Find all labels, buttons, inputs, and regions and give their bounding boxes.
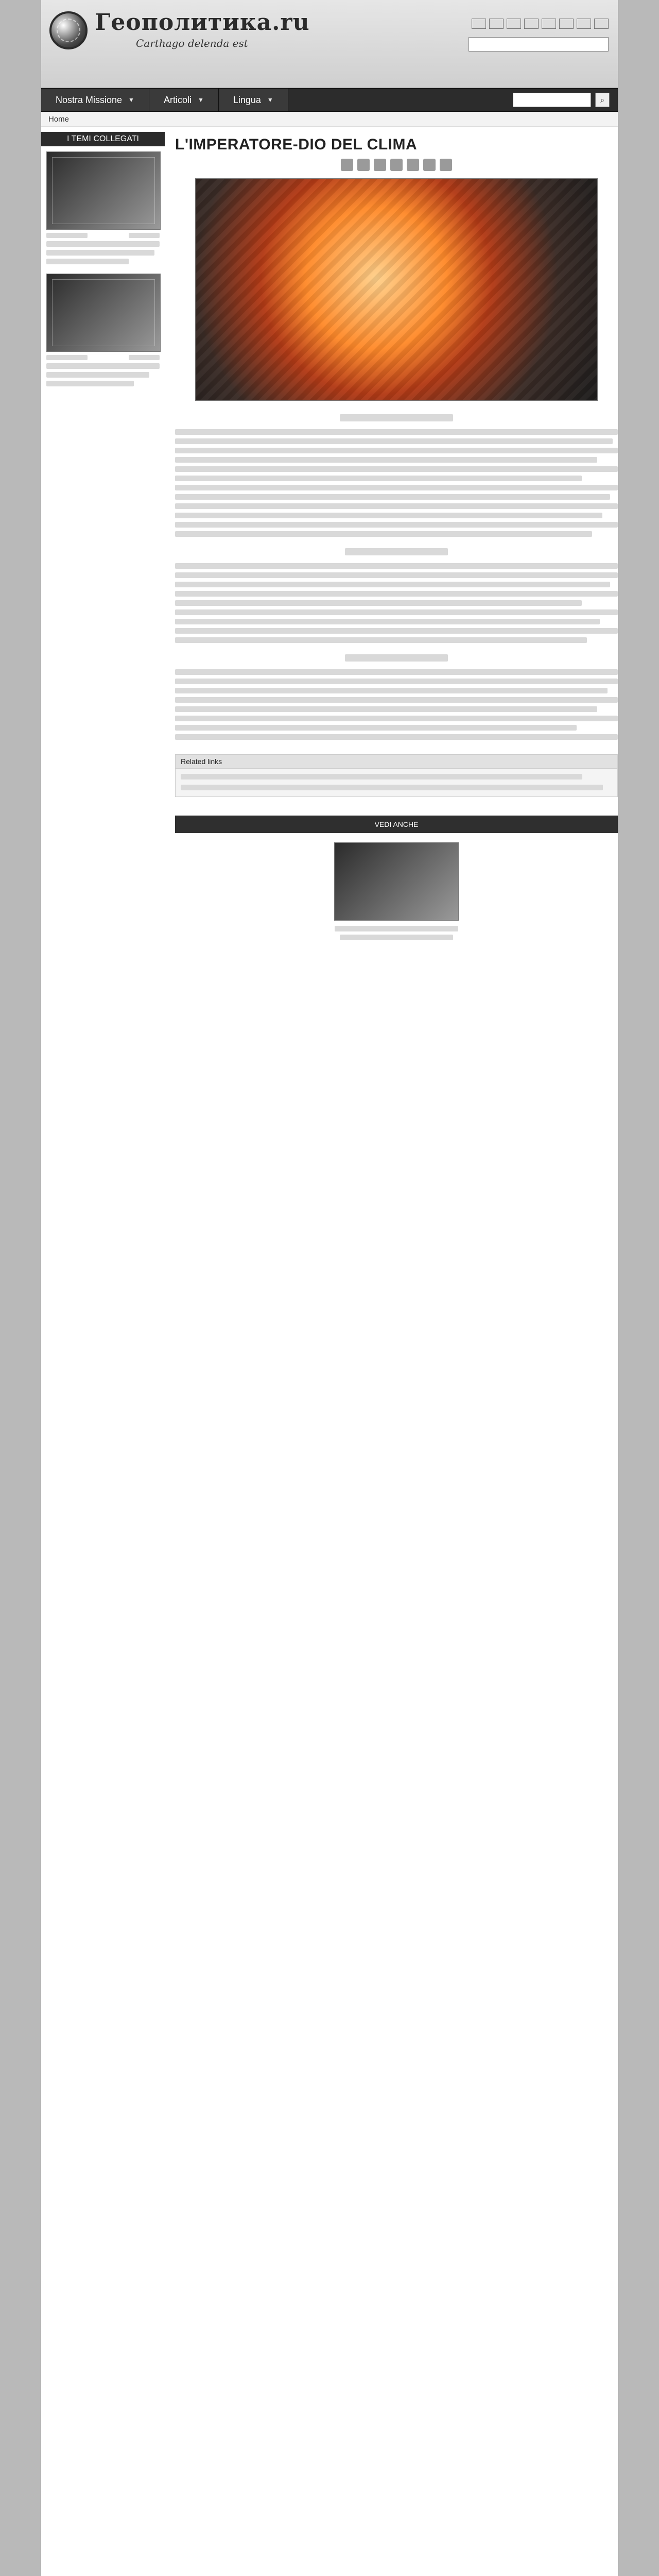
nav-item-articoli[interactable] [149, 89, 219, 111]
flag-icon[interactable] [542, 19, 556, 29]
text-placeholder [175, 669, 618, 675]
flag-icon[interactable] [559, 19, 574, 29]
text-placeholder [175, 679, 618, 684]
article-body [175, 429, 618, 537]
page [41, 0, 618, 2576]
text-placeholder [175, 697, 618, 703]
text-placeholder [46, 355, 88, 360]
text-placeholder [175, 628, 618, 634]
text-placeholder [175, 706, 597, 712]
text-placeholder [340, 935, 453, 940]
nav-item-label: Lingua [233, 94, 261, 105]
text-placeholder [175, 619, 600, 624]
text-placeholder [345, 654, 448, 662]
text-placeholder [175, 688, 608, 693]
related-links-title: Related links [176, 755, 617, 769]
text-placeholder [175, 485, 618, 490]
nav-item-label: Nostra Missione [56, 94, 123, 105]
text-placeholder [175, 572, 618, 578]
text-placeholder [175, 457, 597, 463]
author-byline [175, 414, 618, 424]
search-icon[interactable]: ⌕ [595, 93, 610, 107]
chevron-down-icon: ▼ [267, 96, 273, 104]
sidebar-thumbnail-image[interactable] [46, 151, 161, 230]
content [41, 127, 618, 940]
text-placeholder [46, 241, 160, 247]
see-also-bar [175, 816, 618, 833]
flag-icon[interactable] [577, 19, 591, 29]
text-placeholder [129, 233, 160, 238]
top-nav [41, 88, 618, 112]
share-more-icon[interactable] [407, 159, 419, 171]
header [41, 0, 618, 88]
related-links [175, 754, 618, 797]
site-tagline: Carthago delenda est [136, 37, 248, 49]
article-main [165, 127, 618, 940]
text-placeholder [175, 438, 613, 444]
sidebar-widget-title: I TEMI COLLEGATI [41, 132, 165, 146]
header-search-input[interactable] [469, 37, 609, 52]
section-heading [175, 654, 618, 664]
article-body [175, 563, 618, 643]
chevron-down-icon: ▼ [128, 96, 134, 104]
share-more-icon[interactable] [423, 159, 436, 171]
text-placeholder [175, 531, 592, 537]
text-placeholder [175, 476, 582, 481]
share-facebook-icon[interactable] [341, 159, 353, 171]
breadcrumb [41, 112, 618, 127]
share-twitter-icon[interactable] [357, 159, 370, 171]
text-placeholder [175, 513, 602, 518]
text-placeholder [335, 926, 458, 931]
nav-search-input[interactable] [513, 93, 591, 107]
article-body [175, 669, 618, 740]
language-flags[interactable] [472, 19, 609, 29]
flag-icon[interactable] [594, 19, 609, 29]
text-placeholder [46, 381, 134, 386]
text-placeholder [345, 548, 448, 555]
share-email-icon[interactable] [374, 159, 386, 171]
breadcrumb-home[interactable]: Home [48, 114, 70, 124]
text-placeholder [46, 363, 160, 369]
nav-item-nostra-missione[interactable] [41, 89, 149, 111]
flag-icon[interactable] [489, 19, 504, 29]
text-placeholder [175, 582, 610, 587]
article-hero-image [195, 178, 598, 401]
share-bar [175, 159, 618, 171]
flag-icon[interactable] [472, 19, 486, 29]
text-placeholder [181, 785, 603, 790]
left-sidebar [41, 127, 165, 940]
site-brand: Геополитика.ru [95, 9, 310, 36]
sidebar-item-meta [46, 233, 160, 238]
text-placeholder [175, 466, 618, 472]
text-placeholder [175, 725, 577, 731]
sidebar-item-meta [46, 355, 160, 360]
article-title: L'IMPERATORE-DIO DEL CLIMA [175, 136, 418, 153]
share-more-icon[interactable] [440, 159, 452, 171]
section-heading [175, 548, 618, 558]
text-placeholder [46, 250, 154, 256]
text-placeholder [175, 429, 618, 435]
text-placeholder [175, 494, 610, 500]
text-placeholder [175, 637, 587, 643]
globe-logo-icon [49, 11, 88, 49]
flag-icon[interactable] [524, 19, 539, 29]
nav-item-label: Articoli [163, 94, 192, 105]
text-placeholder [175, 734, 618, 740]
see-also-thumbnail-image[interactable] [334, 842, 459, 921]
sidebar-thumbnail-image[interactable] [46, 274, 161, 352]
nav-item-lingua[interactable] [219, 89, 288, 111]
text-placeholder [175, 522, 618, 528]
share-print-icon[interactable] [390, 159, 403, 171]
chevron-down-icon: ▼ [197, 96, 204, 104]
site-logo[interactable] [49, 11, 310, 49]
text-placeholder [175, 503, 618, 509]
text-placeholder [175, 609, 618, 615]
text-placeholder [175, 563, 618, 569]
text-placeholder [46, 233, 88, 238]
text-placeholder [181, 774, 582, 779]
text-placeholder [175, 591, 618, 597]
flag-icon[interactable] [507, 19, 521, 29]
text-placeholder [175, 448, 618, 453]
see-also-title: VEDI ANCHE [374, 820, 419, 828]
text-placeholder [129, 355, 160, 360]
nav-search [513, 93, 610, 107]
text-placeholder [175, 716, 618, 721]
text-placeholder [46, 372, 149, 378]
text-placeholder [46, 259, 129, 264]
text-placeholder [340, 414, 453, 421]
text-placeholder [175, 600, 582, 606]
